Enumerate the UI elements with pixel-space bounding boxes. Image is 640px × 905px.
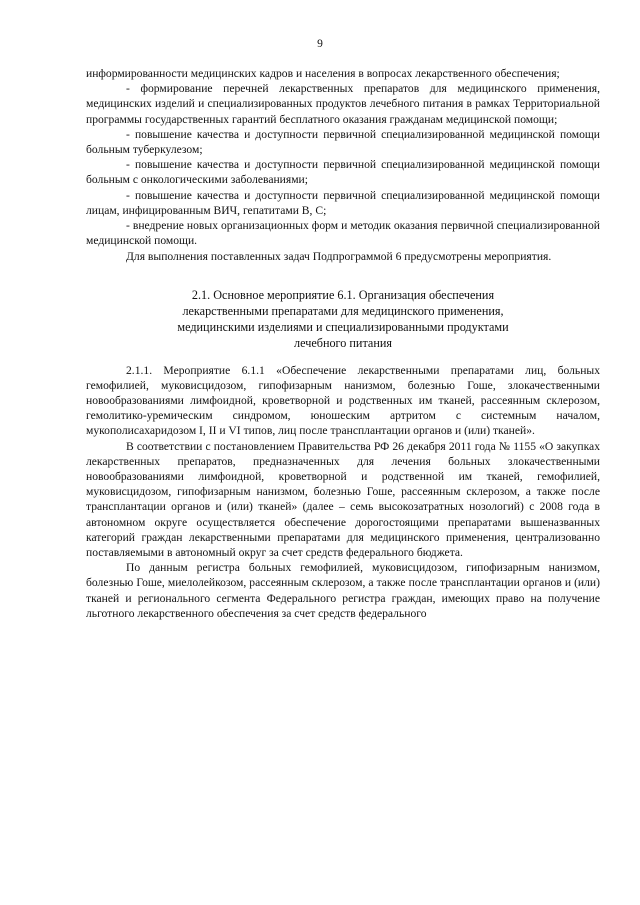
section-heading-line: 2.1. Основное мероприятие 6.1. Организация обеспечения [191,287,495,302]
section-heading-line: лекарственными препаратами для медицинского применения, [182,303,504,318]
bullet-hiv-hepatitis: - повышение качества и доступности первичной специализированной медицинской помощи лицам, инфицированным ВИЧ, гепатитами В, С; [86,188,600,217]
paragraph-registry-data: По данным регистра больных гемофилией, муковисцидозом, гипофизарным нанизмом, болезнью Гоше, миелолейкозом, рассеянным склерозом, а также после трансплантации органов и (или) тканей и регионального сегмента Федерального регистра граждан, имеющих право на получение льготного лекарственного обеспечения за счет средств федерального [86,561,600,620]
paragraph-government-decree: В соответствии с постановлением Правительства РФ 26 декабря 2011 года № 1155 «О закупках лекарственных препаратов, предназначенных для лечения больных злокачественными новообразованиями лимфоидной, кроветворной и родственной им тканей, гемофилией, муковисцидозом, гипофизарным нанизмом, болезнью Гоше, рассеянным склерозом, а также после трансплантации органов и (или) тканей» (далее – семь высокозатратных нозологий) с 2008 года в автономном округе осуществляется обеспечение дорогостоящими препаратами вышеназванных категорий граждан лекарственными препаратами для медицинского применения, централизованно поставляемыми в автономный округ за счет средств федерального бюджета. [86,439,600,560]
bullet-tuberculosis: - повышение качества и доступности первичной специализированной медицинской помощи больным туберкулезом; [86,127,600,157]
section-heading-line: лечебного питания [294,335,392,350]
paragraph-lead: информированности медицинских кадров и населения в вопросах лекарственного обеспечения; [86,67,560,80]
page-number: 9 [317,38,323,50]
bullet-oncology: - повышение качества и доступности первичной специализированной медицинской помощи больным с онкологическими заболеваниями; [86,158,600,187]
paragraph-measure-6-1-1: 2.1.1. Мероприятие 6.1.1 «Обеспечение лекарственными препаратами лиц, больных гемофилией, муковисцидозом, гипофизарным нанизмом, болезнью Гоше, злокачественными новообразованиями лимфоидной, кроветворной и родственных им тканей, рассеянным склерозом, гемолитико-уремическим синдромом, юношеским артритом с системным началом, мукополисахаридозом I, II и VI типов, лиц после трансплантации органов и (или) тканей». [86,363,600,438]
bullet-new-methods: - внедрение новых организационных форм и методик оказания первичной специализированной медицинской помощи. [86,219,600,248]
paragraph-measures: Для выполнения поставленных задач Подпрограммой 6 предусмотрены мероприятия. [126,250,552,264]
document-body [86,66,600,621]
bullet-formulary: - формирование перечней лекарственных препаратов для медицинского применения, медицинских изделий и специализированных продуктов лечебного питания в рамках Территориальной программы государственных гарантий бесплатного оказания гражданам медицинской помощи; [86,82,600,126]
section-heading [86,287,600,351]
section-heading-line: медицинскими изделиями и специализированными продуктами [177,319,509,334]
